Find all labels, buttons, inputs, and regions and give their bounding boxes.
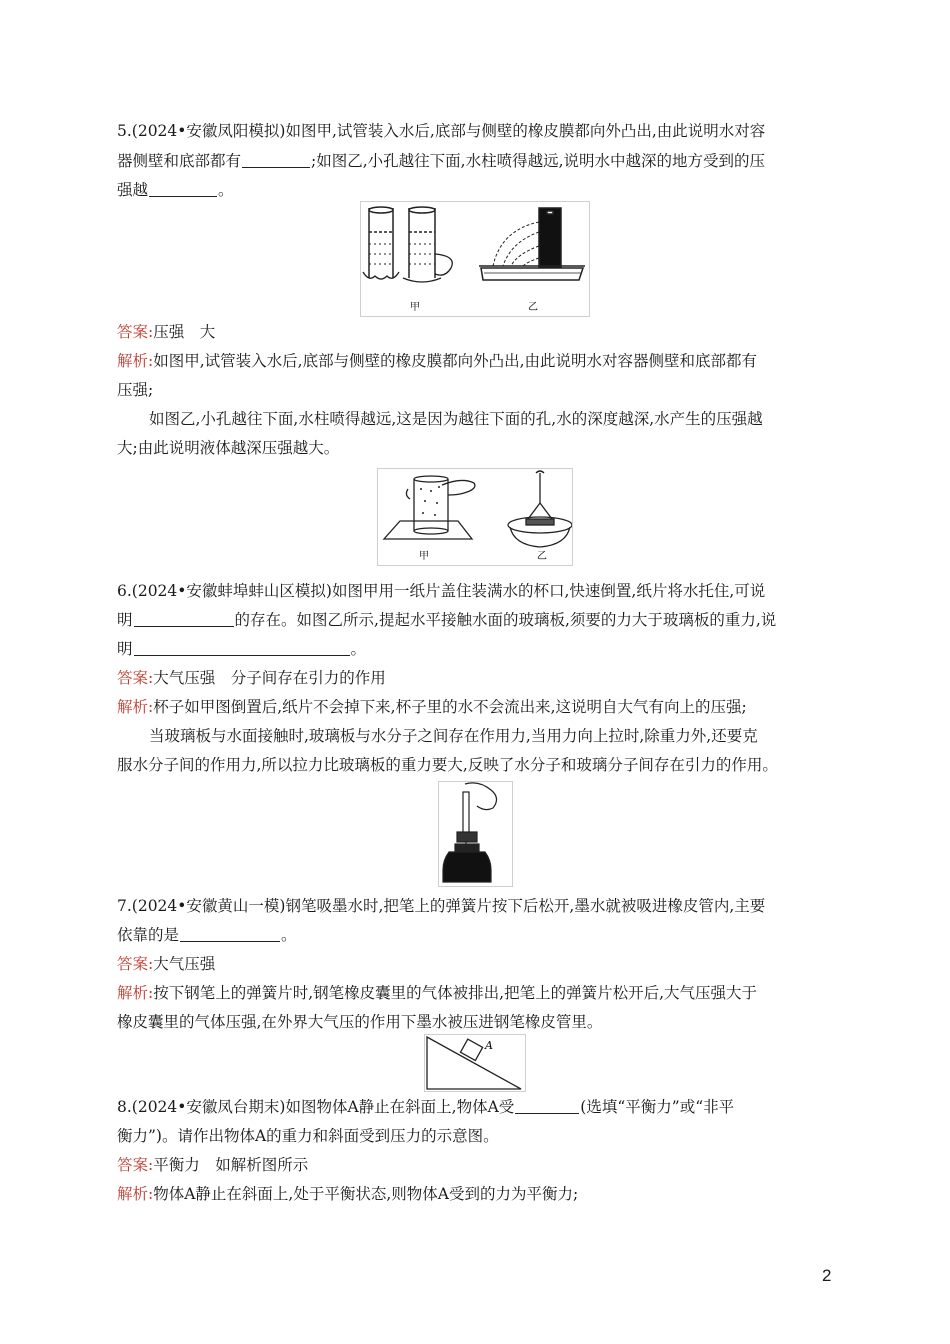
q7-figure [438,781,513,887]
q5-line-3 [117,180,234,200]
q8-blank-1[interactable] [515,1098,579,1114]
q6-text-2b: 的存在。如图乙所示,提起水平接触水面的玻璃板,须要的力大于玻璃板的重力,说 [234,611,777,629]
q6-text-2a: 明 [117,611,133,629]
q6-answer-text: 大气压强 分子间存在引力的作用 [153,669,386,687]
q6-blank-1[interactable] [134,611,234,627]
q7-line-2 [117,925,297,945]
q8-text-1a: 8.(2024•安徽凤台期末)如图物体A静止在斜面上,物体A受 [117,1098,515,1116]
q8-text-1b: (选填“平衡力”或“非平 [580,1098,735,1116]
q5-analysis-text-3: 如图乙,小孔越往下面,水柱喷得越远,这是因为越往下面的孔,水的深度越深,水产生的压强越 [149,410,763,428]
q5-analysis-text-1: 如图甲,试管装入水后,底部与侧壁的橡皮膜都向外凸出,由此说明水对容器侧壁和底部都有 [153,352,758,370]
q8-answer [117,1155,308,1175]
analysis-label: 解析: [117,698,154,716]
q6-analysis-3 [117,755,778,775]
q7-answer-text: 大气压强 [153,955,216,973]
q6-text-3a: 明 [117,640,133,658]
q5-text-2b: ;如图乙,小孔越往下面,水柱喷得越远,说明水中越深的地方受到的压 [311,152,766,170]
q8-figure [424,1034,526,1092]
water-jets [493,222,539,266]
q5-analysis-text-4: 大;由此说明液体越深压强越大。 [117,439,340,457]
q7-analysis-2 [117,1012,602,1032]
q5-analysis-4 [117,438,339,458]
q7-blank-1[interactable] [180,926,280,942]
q5-figure [360,201,590,317]
glass-plate-in-water [508,471,572,547]
answer-label: 答案: [117,669,154,687]
answer-label: 答案: [117,323,154,341]
q8-line-1 [117,1097,734,1117]
page-number: 2 [822,1266,832,1285]
q5-fig-label-left: 甲 [410,302,420,313]
q7-text-1: 7.(2024•安徽黄山一模)钢笔吸墨水时,把笔上的弹簧片按下后松开,墨水就被吸进橡皮管内,主要 [117,897,766,915]
q7-analysis-text-2: 橡皮囊里的气体压强,在外界大气压的作用下墨水被压进钢笔橡皮管里。 [117,1013,603,1031]
q8-fig-label-block: A [485,1039,493,1052]
q8-text-2: 衡力”)。请作出物体A的重力和斜面受到压力的示意图。 [117,1127,499,1145]
q7-analysis-1 [117,983,757,1003]
q5-text-1: 5.(2024•安徽凤阳模拟)如图甲,试管装入水后,底部与侧壁的橡皮膜都向外凸出,由此说明水对容 [117,122,766,140]
q6-fig-label-left: 甲 [419,551,429,562]
q5-fig-label-right: 乙 [528,302,538,313]
q5-analysis-3 [149,409,763,429]
q8-analysis-text-1: 物体A静止在斜面上,处于平衡状态,则物体A受到的力为平衡力; [153,1185,579,1203]
cup-and-paper [384,476,475,539]
q7-text-2b: 。 [281,926,297,944]
q8-analysis-1 [117,1184,578,1204]
analysis-label: 解析: [117,984,154,1002]
q5-text-2a: 器侧壁和底部都有 [117,152,242,170]
q5-text-3b: 。 [218,181,234,199]
q6-analysis-text-1: 杯子如甲图倒置后,纸片不会掉下来,杯子里的水不会流出来,这说明自大气有向上的压强; [153,698,747,716]
q5-blank-2[interactable] [149,181,217,197]
q6-line-3 [117,639,366,659]
q5-analysis-1 [117,351,757,371]
q5-line-2 [117,151,765,171]
q8-answer-text: 平衡力 如解析图所示 [153,1156,309,1174]
q6-analysis-1 [117,697,747,717]
q5-analysis-text-2: 压强; [117,381,154,399]
q6-blank-2[interactable] [134,640,350,656]
q6-figure [377,468,573,566]
q8-line-2 [117,1126,499,1146]
q6-line-1 [117,581,765,601]
answer-label: 答案: [117,1156,154,1174]
q6-line-2 [117,610,776,630]
q5-line-1 [117,121,765,141]
q5-text-3a: 强越 [117,181,149,199]
q6-analysis-2 [149,726,758,746]
analysis-label: 解析: [117,1185,154,1203]
q5-answer-text: 压强 大 [153,323,216,341]
q7-answer [117,954,215,974]
q6-analysis-text-2: 当玻璃板与水面接触时,玻璃板与水分子之间存在作用力,当用力向上拉时,除重力外,还要克 [149,727,758,745]
q5-analysis-2 [117,380,153,400]
q6-analysis-text-3: 服水分子间的作用力,所以拉力比玻璃板的重力要大,反映了水分子和玻璃分子间存在引力的作用。 [117,756,778,774]
water-container [479,208,585,280]
q6-answer [117,668,386,688]
answer-label: 答案: [117,955,154,973]
incline-with-block [427,1037,521,1089]
test-tube-2 [403,207,452,282]
analysis-label: 解析: [117,352,154,370]
q5-answer [117,322,215,342]
test-tube-1 [363,207,399,279]
q6-fig-label-right: 乙 [537,551,547,562]
q7-analysis-text-1: 按下钢笔上的弹簧片时,钢笔橡皮囊里的气体被排出,把笔上的弹簧片松开后,大气压强大于 [153,984,758,1002]
q7-text-2a: 依靠的是 [117,926,180,944]
pen-and-ink-bottle [443,783,497,882]
q7-line-1 [117,896,765,916]
q5-blank-1[interactable] [242,152,310,168]
q6-text-1: 6.(2024•安徽蚌埠蚌山区模拟)如图甲用一纸片盖住装满水的杯口,快速倒置,纸片将水托住,可说 [117,582,766,600]
q6-text-3b: 。 [350,640,367,658]
